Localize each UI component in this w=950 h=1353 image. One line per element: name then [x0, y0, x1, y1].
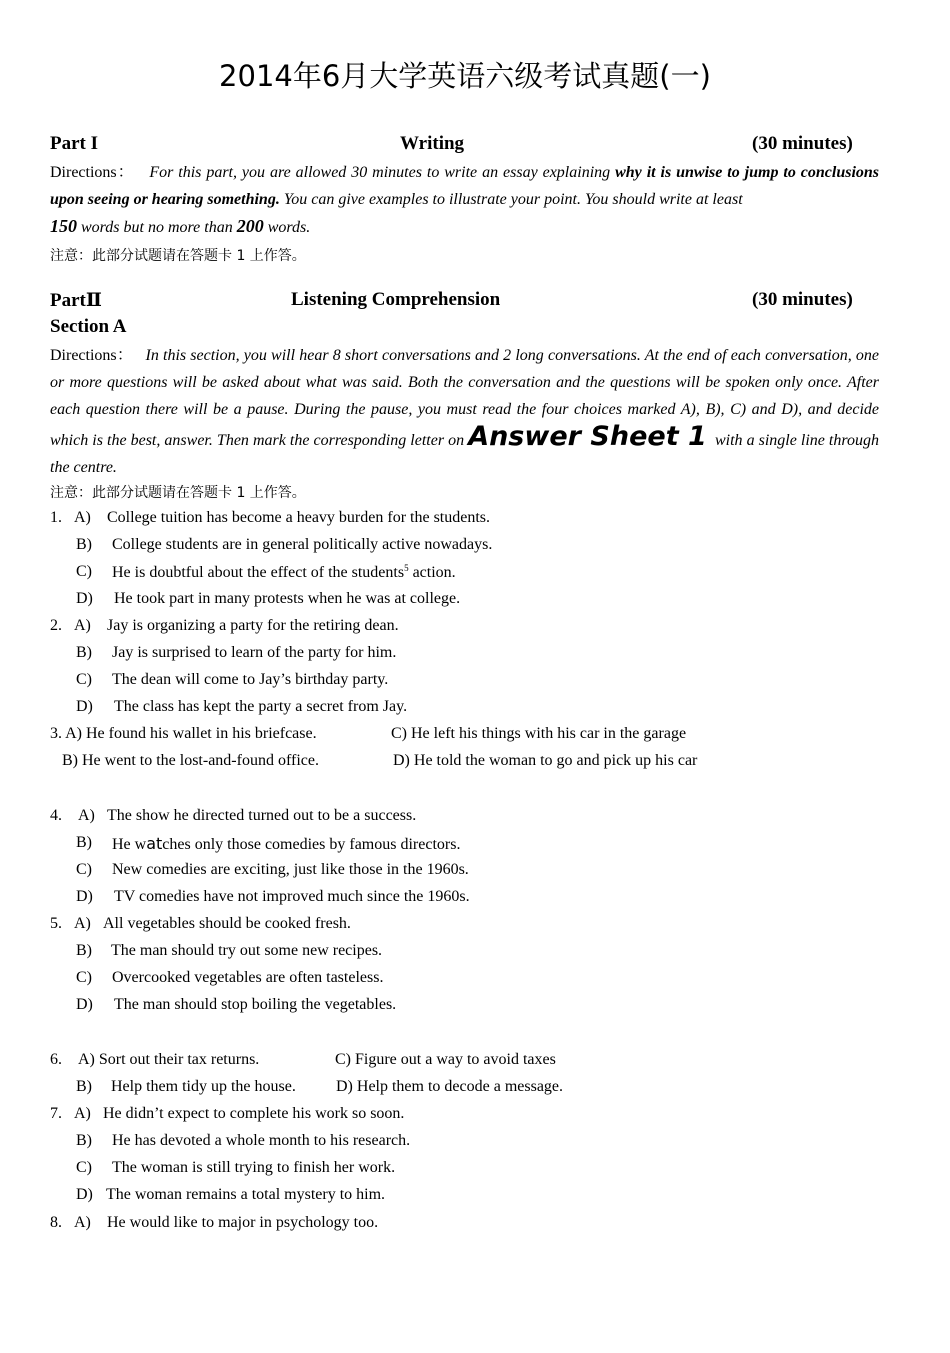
option-text: C) He left his things with his car in the garage — [391, 725, 687, 742]
option-letter: C) — [76, 1159, 92, 1176]
option-letter: D) — [76, 888, 93, 905]
part1-name: Writing — [400, 133, 465, 154]
option-letter: A) — [74, 915, 91, 932]
directions-text: For this part, you are allowed 30 minutes to write an essay explaining — [149, 164, 611, 181]
page-title: 2014年6月大学英语六级考试真题(一) — [219, 59, 711, 93]
part2-label: PartⅡ — [50, 290, 102, 311]
option-text: He watches only those comedies by famous directors. — [112, 834, 461, 853]
option-letter: B) — [76, 942, 92, 959]
option-letter: C) — [76, 563, 92, 580]
option-text: He would like to major in psychology too. — [107, 1214, 379, 1231]
option-letter: A) — [74, 1214, 91, 1231]
option-text: He is doubtful about the effect of the students$^5$ action. — [112, 563, 456, 581]
option-text: New comedies are exciting, just like those in the 1960s. — [112, 861, 469, 878]
directions-label: Directions： — [50, 347, 133, 364]
directions-text: In this section, you will hear 8 short conversations and 2 long conversations. At the end of each conversation, one or more questions will be asked about what was said. Both the conversation and the questions will be spoken only once. After each question there will be a pause. During the pause, you must read the four choices marked A), B), C) and D), and decide which is the best, answer. Then mark the corresponding letter on — [50, 347, 880, 449]
option-text: D) He told the woman to go and pick up his car — [393, 752, 698, 769]
directions-label: Directions： — [50, 164, 135, 181]
option-text: College students are in general politically active nowadays. — [112, 536, 493, 553]
option-letter: D) — [76, 996, 93, 1013]
option-letter: A) — [74, 1105, 91, 1122]
part1-label: Part I — [50, 133, 99, 154]
option-letter: B) — [76, 1132, 92, 1149]
option-letter: A) — [74, 617, 91, 634]
option-letter: B) — [76, 834, 92, 851]
question-number: 4. — [50, 807, 62, 824]
option-text: Jay is surprised to learn of the party for him. — [112, 644, 397, 661]
option-text: The dean will come to Jay’s birthday party. — [112, 671, 389, 688]
option-letter: B) — [76, 536, 92, 553]
option-text: The woman remains a total mystery to him. — [106, 1186, 386, 1203]
option-text: Jay is organizing a party for the retiring dean. — [107, 617, 399, 634]
part1-note: 注意：此部分试题请在答题卡 1 上作答。 — [50, 248, 306, 264]
question-number: 1. — [50, 509, 62, 526]
option-letter: C) — [76, 671, 92, 688]
option-letter: D) — [76, 590, 93, 607]
option-text: D) Help them to decode a message. — [336, 1078, 564, 1095]
question-number: 2. — [50, 617, 62, 634]
option-text: TV comedies have not improved much since the 1960s. — [114, 888, 470, 905]
part1-time: (30 minutes) — [752, 133, 853, 154]
max-words: 200 — [236, 216, 264, 236]
option-text: 3. A) He found his wallet in his briefcase. — [50, 725, 317, 742]
option-text: He has devoted a whole month to his research. — [112, 1132, 411, 1149]
option-letter: A) — [74, 509, 91, 526]
option-text: A) Sort out their tax returns. — [78, 1051, 260, 1068]
option-text: The man should stop boiling the vegetables. — [114, 996, 397, 1013]
option-text: The class has kept the party a secret from Jay. — [114, 698, 408, 715]
part2-name: Listening Comprehension — [291, 289, 501, 310]
min-words: 150 — [50, 216, 77, 236]
option-letter: D) — [76, 698, 93, 715]
question-number: 8. — [50, 1214, 62, 1231]
part2-note: 注意：此部分试题请在答题卡 1 上作答。 — [50, 485, 306, 501]
option-text: The woman is still trying to finish her work. — [112, 1159, 396, 1176]
option-text: Overcooked vegetables are often tasteless. — [112, 969, 384, 986]
option-letter: C) — [76, 861, 92, 878]
option-text: He took part in many protests when he was at college. — [114, 590, 461, 607]
option-text: The man should try out some new recipes. — [111, 942, 383, 959]
option-letter: D) — [76, 1186, 93, 1203]
option-text: College tuition has become a heavy burden for the students. — [107, 509, 491, 526]
option-text: All vegetables should be cooked fresh. — [103, 915, 351, 932]
question-number: 7. — [50, 1105, 62, 1122]
part1-directions — [50, 159, 879, 241]
option-letter: C) — [76, 969, 92, 986]
option-letter: B) — [76, 644, 92, 661]
question-number: 6. — [50, 1051, 62, 1068]
essay-topic: why it is unwise to jump to conclusions upon seeing or hearing something. — [50, 164, 880, 208]
section-a-heading: Section A — [50, 316, 127, 337]
option-letter: B) — [76, 1078, 92, 1095]
option-text: B) He went to the lost-and-found office. — [62, 752, 319, 769]
directions-text: words but no more than — [81, 219, 233, 236]
option-text: The show he directed turned out to be a success. — [107, 807, 417, 824]
question-number: 5. — [50, 915, 62, 932]
directions-text: with a single line through the centre. — [50, 432, 880, 476]
option-text: C) Figure out a way to avoid taxes — [335, 1051, 556, 1068]
part2-time: (30 minutes) — [752, 289, 853, 310]
option-text: Help them tidy up the house. — [111, 1078, 296, 1095]
answer-sheet-label: Answer Sheet 1 — [468, 421, 707, 452]
directions-text: You can give examples to illustrate your point. You should write at least — [283, 191, 743, 208]
option-text: He didn’t expect to complete his work so soon. — [103, 1105, 405, 1122]
part2-directions — [50, 342, 879, 481]
option-letter: A) — [78, 807, 95, 824]
directions-text: words. — [267, 219, 311, 236]
